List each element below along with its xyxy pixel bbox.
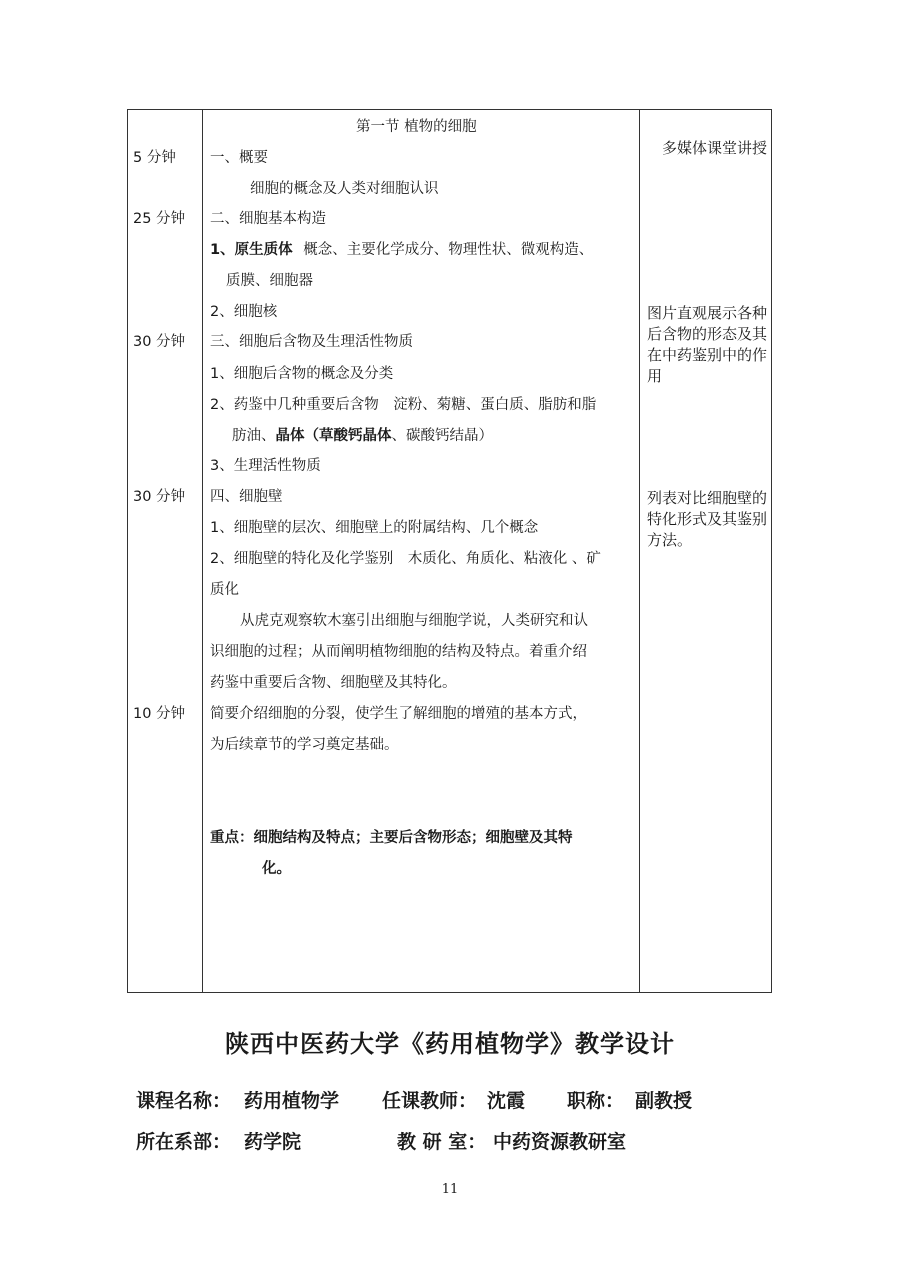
- content-text: 肪油、: [232, 428, 276, 444]
- content-line: 识细胞的过程；从而阐明植物细胞的结构及特点。着重介绍: [210, 644, 587, 660]
- content-line: 四、细胞壁: [210, 489, 283, 505]
- time-label: 25 分钟: [133, 211, 186, 227]
- content-line: 三、细胞后含物及生理活性物质: [210, 334, 413, 350]
- content-line: 为后续章节的学习奠定基础。: [210, 737, 399, 753]
- document-title: 陕西中医药大学《药用植物学》教学设计: [225, 1029, 675, 1058]
- content-line: 二、细胞基本构造: [210, 211, 326, 227]
- method-note: 多媒体课堂讲授: [662, 139, 768, 157]
- rank-label: 职称：: [567, 1090, 625, 1112]
- content-line: 3、生理活性物质: [210, 458, 321, 474]
- office-label: 教 研 室：: [397, 1131, 487, 1153]
- content-text: 概念、主要化学成分、物理性状、微观构造、: [303, 242, 594, 258]
- content-line: 质膜、细胞器: [226, 273, 313, 289]
- lesson-table: [127, 109, 772, 993]
- content-line: 1、细胞后含物的概念及分类: [210, 366, 394, 382]
- teacher-value: 沈霞: [487, 1090, 526, 1112]
- department-value: 药学院: [244, 1131, 302, 1153]
- time-label: 30 分钟: [133, 334, 186, 350]
- bold-term: 1、原生质体: [210, 242, 293, 258]
- time-label: 5 分钟: [133, 150, 176, 166]
- method-note: 图片直观展示各种后含物的形态及其在中药鉴别中的作用: [647, 304, 768, 385]
- bold-term: 晶体（草酸钙晶体: [275, 428, 392, 444]
- content-line: 细胞的概念及人类对细胞认识: [250, 181, 439, 197]
- content-text: 、碳酸钙结晶）: [391, 428, 493, 444]
- page-number: 11: [441, 1182, 459, 1197]
- key-points: 化。: [262, 861, 291, 877]
- content-line: 药鉴中重要后含物、细胞壁及其特化。: [210, 675, 457, 691]
- course-name-label: 课程名称：: [136, 1090, 232, 1112]
- content-line: 一、概要: [210, 150, 268, 166]
- content-line: [232, 426, 493, 446]
- key-points: 重点：细胞结构及特点；主要后含物形态；细胞壁及其特: [210, 830, 573, 846]
- course-name-value: 药用植物学: [244, 1090, 340, 1112]
- content-line: 2、细胞壁的特化及化学鉴别 木质化、角质化、粘液化 、矿: [210, 551, 601, 567]
- content-line: 2、细胞核: [210, 304, 278, 320]
- content-line: 简要介绍细胞的分裂，使学生了解细胞的增殖的基本方式，: [210, 706, 587, 722]
- method-note: 列表对比细胞壁的特化形式及其鉴别方法。: [647, 489, 768, 549]
- content-line: 质化: [210, 582, 239, 598]
- column-divider: [639, 110, 640, 992]
- column-divider: [202, 110, 203, 992]
- content-line: 1、细胞壁的层次、细胞壁上的附属结构、几个概念: [210, 520, 539, 536]
- time-label: 30 分钟: [133, 489, 186, 505]
- time-label: 10 分钟: [133, 706, 186, 722]
- department-label: 所在系部：: [136, 1131, 232, 1153]
- teacher-label: 任课教师：: [382, 1090, 478, 1112]
- content-line: 从虎克观察软木塞引出细胞与细胞学说，人类研究和认: [240, 613, 588, 629]
- content-line: [210, 240, 593, 260]
- office-value: 中药资源教研室: [493, 1131, 627, 1153]
- section-title: 第一节 植物的细胞: [356, 119, 477, 135]
- content-line: 2、药鉴中几种重要后含物 淀粉、菊糖、蛋白质、脂肪和脂: [210, 397, 597, 413]
- rank-value: 副教授: [635, 1090, 693, 1112]
